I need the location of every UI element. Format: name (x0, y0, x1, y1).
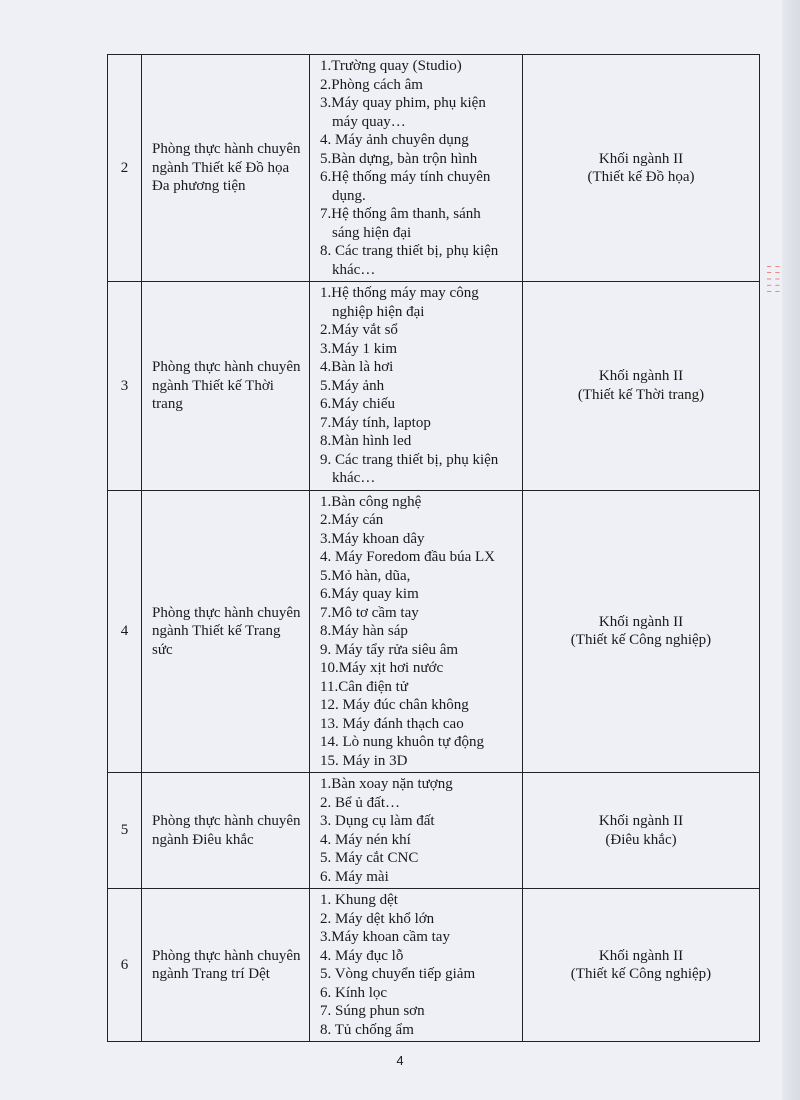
equipment-list (310, 889, 523, 1042)
block-name: Khối ngành II (598, 150, 684, 167)
equipment-item (320, 622, 518, 641)
equipment-item-text: 8.Màn hình led (320, 433, 412, 449)
block-major: (Thiết kế Thời trang) (577, 386, 705, 403)
equipment-item-text: 3. Dụng cụ làm đất (320, 813, 435, 829)
equipment-item-text: 2.Phòng cách âm (320, 76, 423, 93)
equipment-item-text: 11.Cân điện tử (320, 678, 408, 695)
equipment-item (320, 965, 518, 984)
equipment-item (320, 76, 518, 95)
equipment-item (320, 548, 518, 567)
table-row (108, 490, 760, 773)
equipment-item-continuation: dụng. (332, 187, 366, 204)
block-major: (Điêu khắc) (605, 831, 677, 848)
equipment-item (320, 604, 518, 623)
equipment-item-text: 1.Trường quay (Studio) (320, 58, 462, 74)
equipment-item-text: 15. Máy in 3D (320, 752, 408, 769)
equipment-item (320, 891, 518, 910)
equipment-item (320, 775, 518, 794)
equipment-item (320, 57, 518, 76)
equipment-item (320, 340, 518, 359)
equipment-item-text: 5.Bàn dựng, bàn trộn hình (320, 150, 478, 167)
equipment-item-text: 12. Máy đúc chân không (320, 697, 469, 713)
block-cell (523, 490, 760, 773)
equipment-item (320, 928, 518, 947)
equipment-item-text: 5.Mỏ hàn, dũa, (320, 567, 411, 584)
equipment-item-text: 4. Máy nén khí (320, 831, 411, 848)
equipment-item-text: 3.Máy khoan cầm tay (320, 929, 450, 945)
equipment-item-text: 8. Tủ chống ẩm (320, 1021, 414, 1038)
equipment-item-text: 5.Máy ảnh (320, 377, 385, 394)
equipment-item-text: 13. Máy đánh thạch cao (320, 715, 464, 732)
table-row (108, 889, 760, 1042)
equipment-item-text: 14. Lò nung khuôn tự động (320, 734, 484, 750)
equipment-item-text: 1.Bàn công nghệ (320, 493, 422, 510)
equipment-item-text: 7.Máy tính, laptop (320, 414, 431, 431)
equipment-item-text: 6.Hệ thống máy tính chuyên (320, 169, 491, 185)
equipment-item-continuation: khác… (332, 261, 376, 278)
equipment-item (320, 831, 518, 850)
block-name: Khối ngành II (598, 947, 684, 964)
block-major: (Thiết kế Công nghiệp) (570, 966, 712, 982)
equipment-table-body (108, 55, 760, 1042)
equipment-item (320, 849, 518, 868)
equipment-item-text: 1. Khung dệt (320, 892, 398, 908)
equipment-item-text: 2. Bể ủ đất… (320, 794, 400, 811)
room-name-cell (142, 490, 310, 773)
equipment-item-text: 5. Máy cắt CNC (320, 850, 419, 866)
page-number: 4 (396, 1053, 404, 1068)
equipment-item (320, 1002, 518, 1021)
equipment-item-text: 8. Các trang thiết bị, phụ kiện (320, 243, 499, 259)
equipment-item-text: 2.Máy vắt sổ (320, 322, 398, 338)
equipment-item (320, 868, 518, 887)
equipment-item-text: 7.Hệ thống âm thanh, sánh (320, 206, 481, 222)
block-name: Khối ngành II (598, 613, 684, 630)
equipment-item-text: 7. Súng phun sơn (320, 1003, 425, 1019)
equipment-item (320, 733, 518, 752)
equipment-item (320, 284, 518, 321)
equipment-item-text: 1.Hệ thống máy may công (320, 285, 479, 301)
equipment-item-continuation: máy quay… (332, 113, 406, 130)
equipment-item (320, 567, 518, 586)
row-number: 3 (108, 282, 142, 491)
equipment-item (320, 984, 518, 1003)
block-major: (Thiết kế Đồ họa) (587, 169, 695, 185)
equipment-item (320, 794, 518, 813)
equipment-item-text: 6.Máy quay kim (320, 586, 419, 602)
equipment-item (320, 414, 518, 433)
equipment-item (320, 168, 518, 205)
equipment-item-text: 4. Máy đục lỗ (320, 947, 404, 964)
equipment-list (310, 490, 523, 773)
equipment-item (320, 641, 518, 660)
equipment-item (320, 1021, 518, 1040)
red-stamp-fragment: ¦ ¦ ¦ ¦ ¦ (766, 265, 781, 294)
equipment-item-continuation: khác… (332, 470, 376, 486)
equipment-item-text: 8.Máy hàn sáp (320, 623, 408, 639)
block-cell (523, 55, 760, 282)
equipment-list (310, 773, 523, 889)
equipment-item (320, 131, 518, 150)
table-row (108, 55, 760, 282)
room-name-cell (142, 773, 310, 889)
row-number: 6 (108, 889, 142, 1042)
equipment-item-continuation: sáng hiện đại (332, 224, 412, 241)
equipment-item (320, 947, 518, 966)
block-name: Khối ngành II (598, 813, 684, 829)
equipment-list (310, 55, 523, 282)
room-name: Phòng thực hành chuyên ngành Điêu khắc (152, 813, 301, 848)
equipment-item (320, 150, 518, 169)
equipment-item-text: 6. Kính lọc (320, 984, 388, 1001)
equipment-item (320, 242, 518, 279)
equipment-item (320, 94, 518, 131)
row-number: 2 (108, 55, 142, 282)
equipment-item (320, 715, 518, 734)
equipment-item-text: 9. Các trang thiết bị, phụ kiện (320, 451, 499, 468)
equipment-item-continuation: nghiệp hiện đại (332, 303, 425, 320)
equipment-item (320, 585, 518, 604)
equipment-item-text: 2. Máy dệt khổ lớn (320, 910, 435, 927)
equipment-item-text: 10.Máy xịt hơi nước (320, 660, 444, 676)
equipment-item (320, 205, 518, 242)
room-name: Phòng thực hành chuyên ngành Thiết kế Đồ họa Đa phương tiện (152, 141, 301, 195)
equipment-item (320, 321, 518, 340)
equipment-item-text: 4. Máy ảnh chuyên dụng (320, 132, 469, 148)
room-name-cell (142, 55, 310, 282)
equipment-item-text: 3.Máy 1 kim (320, 340, 398, 357)
equipment-item-text: 7.Mô tơ cầm tay (320, 604, 419, 621)
equipment-item (320, 432, 518, 451)
block-name: Khối ngành II (598, 368, 684, 385)
equipment-table (107, 54, 760, 1042)
equipment-item-text: 4. Máy Foredom đầu búa LX (320, 549, 495, 565)
room-name: Phòng thực hành chuyên ngành Thiết kế Trang sức (152, 604, 301, 658)
equipment-item (320, 812, 518, 831)
block-major: (Thiết kế Công nghiệp) (570, 632, 712, 649)
equipment-item (320, 910, 518, 929)
block-cell (523, 889, 760, 1042)
equipment-item-text: 2.Máy cán (320, 512, 384, 528)
equipment-item-text: 6. Máy mài (320, 868, 389, 885)
row-number: 4 (108, 490, 142, 773)
block-cell (523, 773, 760, 889)
table-row (108, 773, 760, 889)
equipment-item-text: 3.Máy quay phim, phụ kiện (320, 95, 486, 111)
room-name-cell (142, 889, 310, 1042)
equipment-item (320, 659, 518, 678)
room-name: Phòng thực hành chuyên ngành Trang trí Dệt (152, 947, 301, 982)
equipment-item-text: 6.Máy chiếu (320, 396, 395, 412)
block-cell (523, 282, 760, 491)
equipment-item (320, 451, 518, 488)
row-number: 5 (108, 773, 142, 889)
table-row (108, 282, 760, 491)
equipment-item (320, 377, 518, 396)
equipment-item (320, 678, 518, 697)
equipment-item-text: 1.Bàn xoay nặn tượng (320, 776, 453, 792)
equipment-item (320, 395, 518, 414)
equipment-item (320, 530, 518, 549)
equipment-item (320, 493, 518, 512)
room-name-cell (142, 282, 310, 491)
equipment-list (310, 282, 523, 491)
equipment-item-text: 4.Bàn là hơi (320, 359, 394, 375)
equipment-item (320, 696, 518, 715)
equipment-item-text: 3.Máy khoan dây (320, 530, 425, 547)
equipment-item-text: 9. Máy tẩy rửa siêu âm (320, 641, 459, 658)
page-edge-shadow (782, 0, 800, 1100)
equipment-item (320, 358, 518, 377)
room-name: Phòng thực hành chuyên ngành Thiết kế Thời trang (152, 359, 301, 412)
equipment-item (320, 752, 518, 771)
equipment-item (320, 511, 518, 530)
equipment-item-text: 5. Vòng chuyển tiếp giảm (320, 966, 476, 982)
